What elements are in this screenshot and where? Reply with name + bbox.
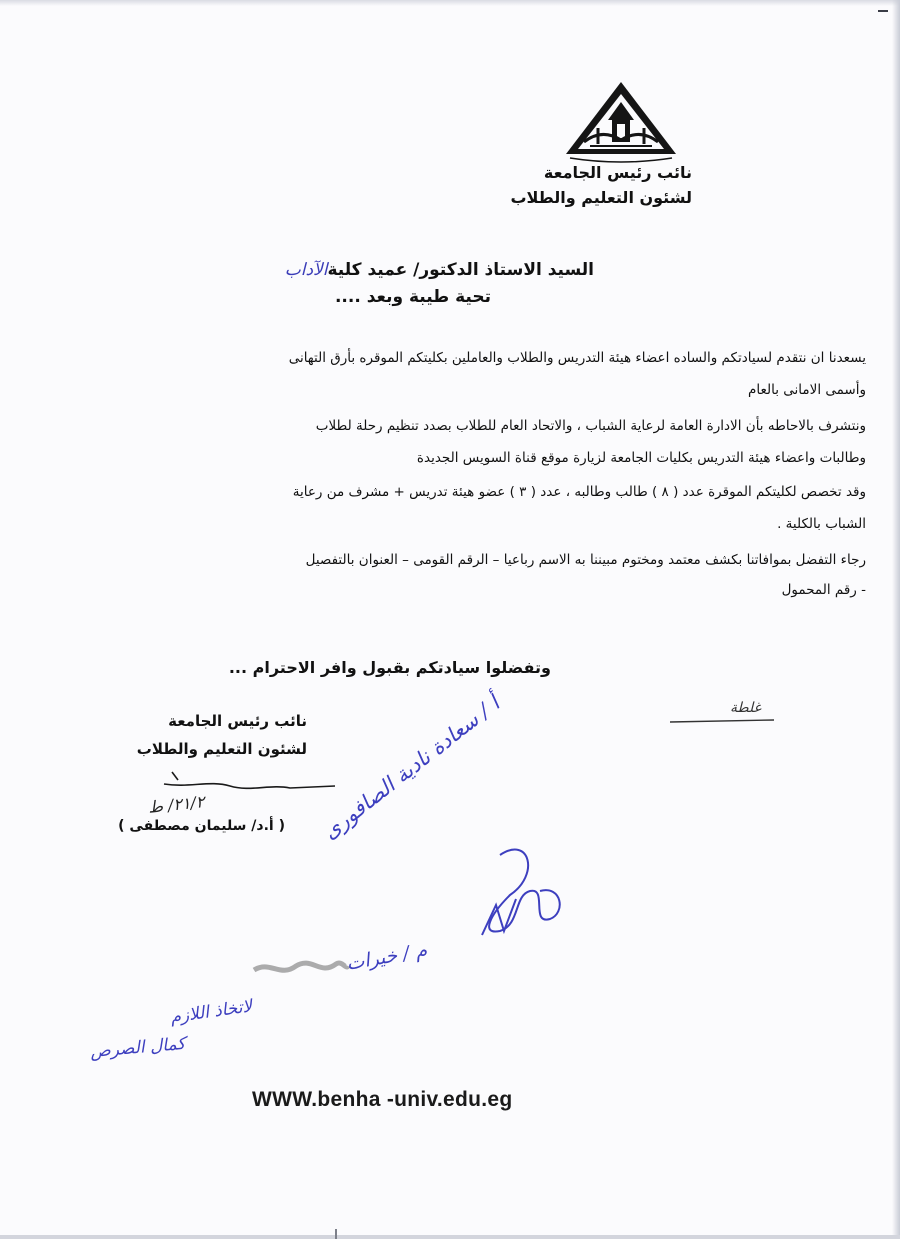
signatory-name: ( أ.د/ سليمان مصطفى ) (118, 818, 285, 834)
paragraph-1-line-1: يسعدنا ان نتقدم لسيادتكم والساده اعضاء هيئة التدريس والطلاب والعاملين بكليتكم الموقره بأرق التهانى (288, 350, 866, 366)
handwritten-margin-note: غلطة (730, 700, 761, 716)
paragraph-1-line-2: وأسمى الامانى بالعام (748, 382, 866, 398)
handwritten-date: ٢١/٢/ ط (147, 792, 206, 817)
handwritten-note-action: لاتخاذ اللازم (169, 996, 254, 1028)
university-logo (562, 80, 680, 165)
salutation (285, 260, 594, 280)
office-title-line2: لشئون التعليم والطلاب (510, 188, 692, 207)
paragraph-2-line-2: وطالبات واعضاء هيئة التدريس بكليات الجامعة لزيارة موقع قناة السويس الجديدة (416, 450, 866, 466)
closing-line: وتفضلوا سيادتكم بقبول وافر الاحترام ... (228, 658, 551, 677)
office-title-line1: نائب رئيس الجامعة (543, 163, 692, 182)
scan-bottom-mark (335, 1229, 337, 1239)
salutation-handwritten-faculty: الآداب (284, 260, 328, 280)
footer-website: WWW.benha -univ.edu.eg (252, 1088, 513, 1111)
handwritten-note-name: كمال الصرص (89, 1033, 187, 1063)
scan-edge-right (892, 0, 900, 1239)
paragraph-4-line-1: رجاء التفضل بموافاتنا بكشف معتمد ومختوم مبيننا به الاسم رباعيا – الرقم القومى – العنوان بالتفصيل (305, 552, 866, 568)
handwritten-note-forward: م / خيرات (344, 939, 429, 975)
scan-edge-bottom (0, 1235, 900, 1239)
paragraph-3-line-1: وقد تخصص لكليتكم الموقرة عدد ( ٨ ) طالب وطالبه ، عدد ( ٣ ) عضو هيئة تدريس + مشرف من رعاية (292, 484, 866, 500)
salutation-text: السيد الاستاذ الدكتور/ عميد كلية (327, 260, 594, 280)
handwritten-note-referral: أ / سعادة نادية الصافورى (318, 691, 505, 844)
signatory-title-line1: نائب رئيس الجامعة (168, 712, 307, 730)
paragraph-3-line-2: الشباب بالكلية . (777, 516, 866, 532)
blue-signature-scribble (470, 835, 570, 945)
scan-edge-top (0, 0, 900, 6)
scan-corner-mark (878, 10, 888, 12)
signatory-title-line2: لشئون التعليم والطلاب (136, 740, 307, 758)
greeting: تحية طيبة وبعد .... (334, 287, 491, 307)
paragraph-2-line-1: ونتشرف بالاحاطه بأن الادارة العامة لرعاية الشباب ، والاتحاد العام للطلاب بصدد تنظيم رحلة لطلاب (315, 418, 866, 434)
scribbled-out-text (250, 952, 350, 982)
paragraph-4-line-2: - رقم المحمول (781, 582, 866, 598)
margin-underline-stroke (668, 712, 778, 732)
